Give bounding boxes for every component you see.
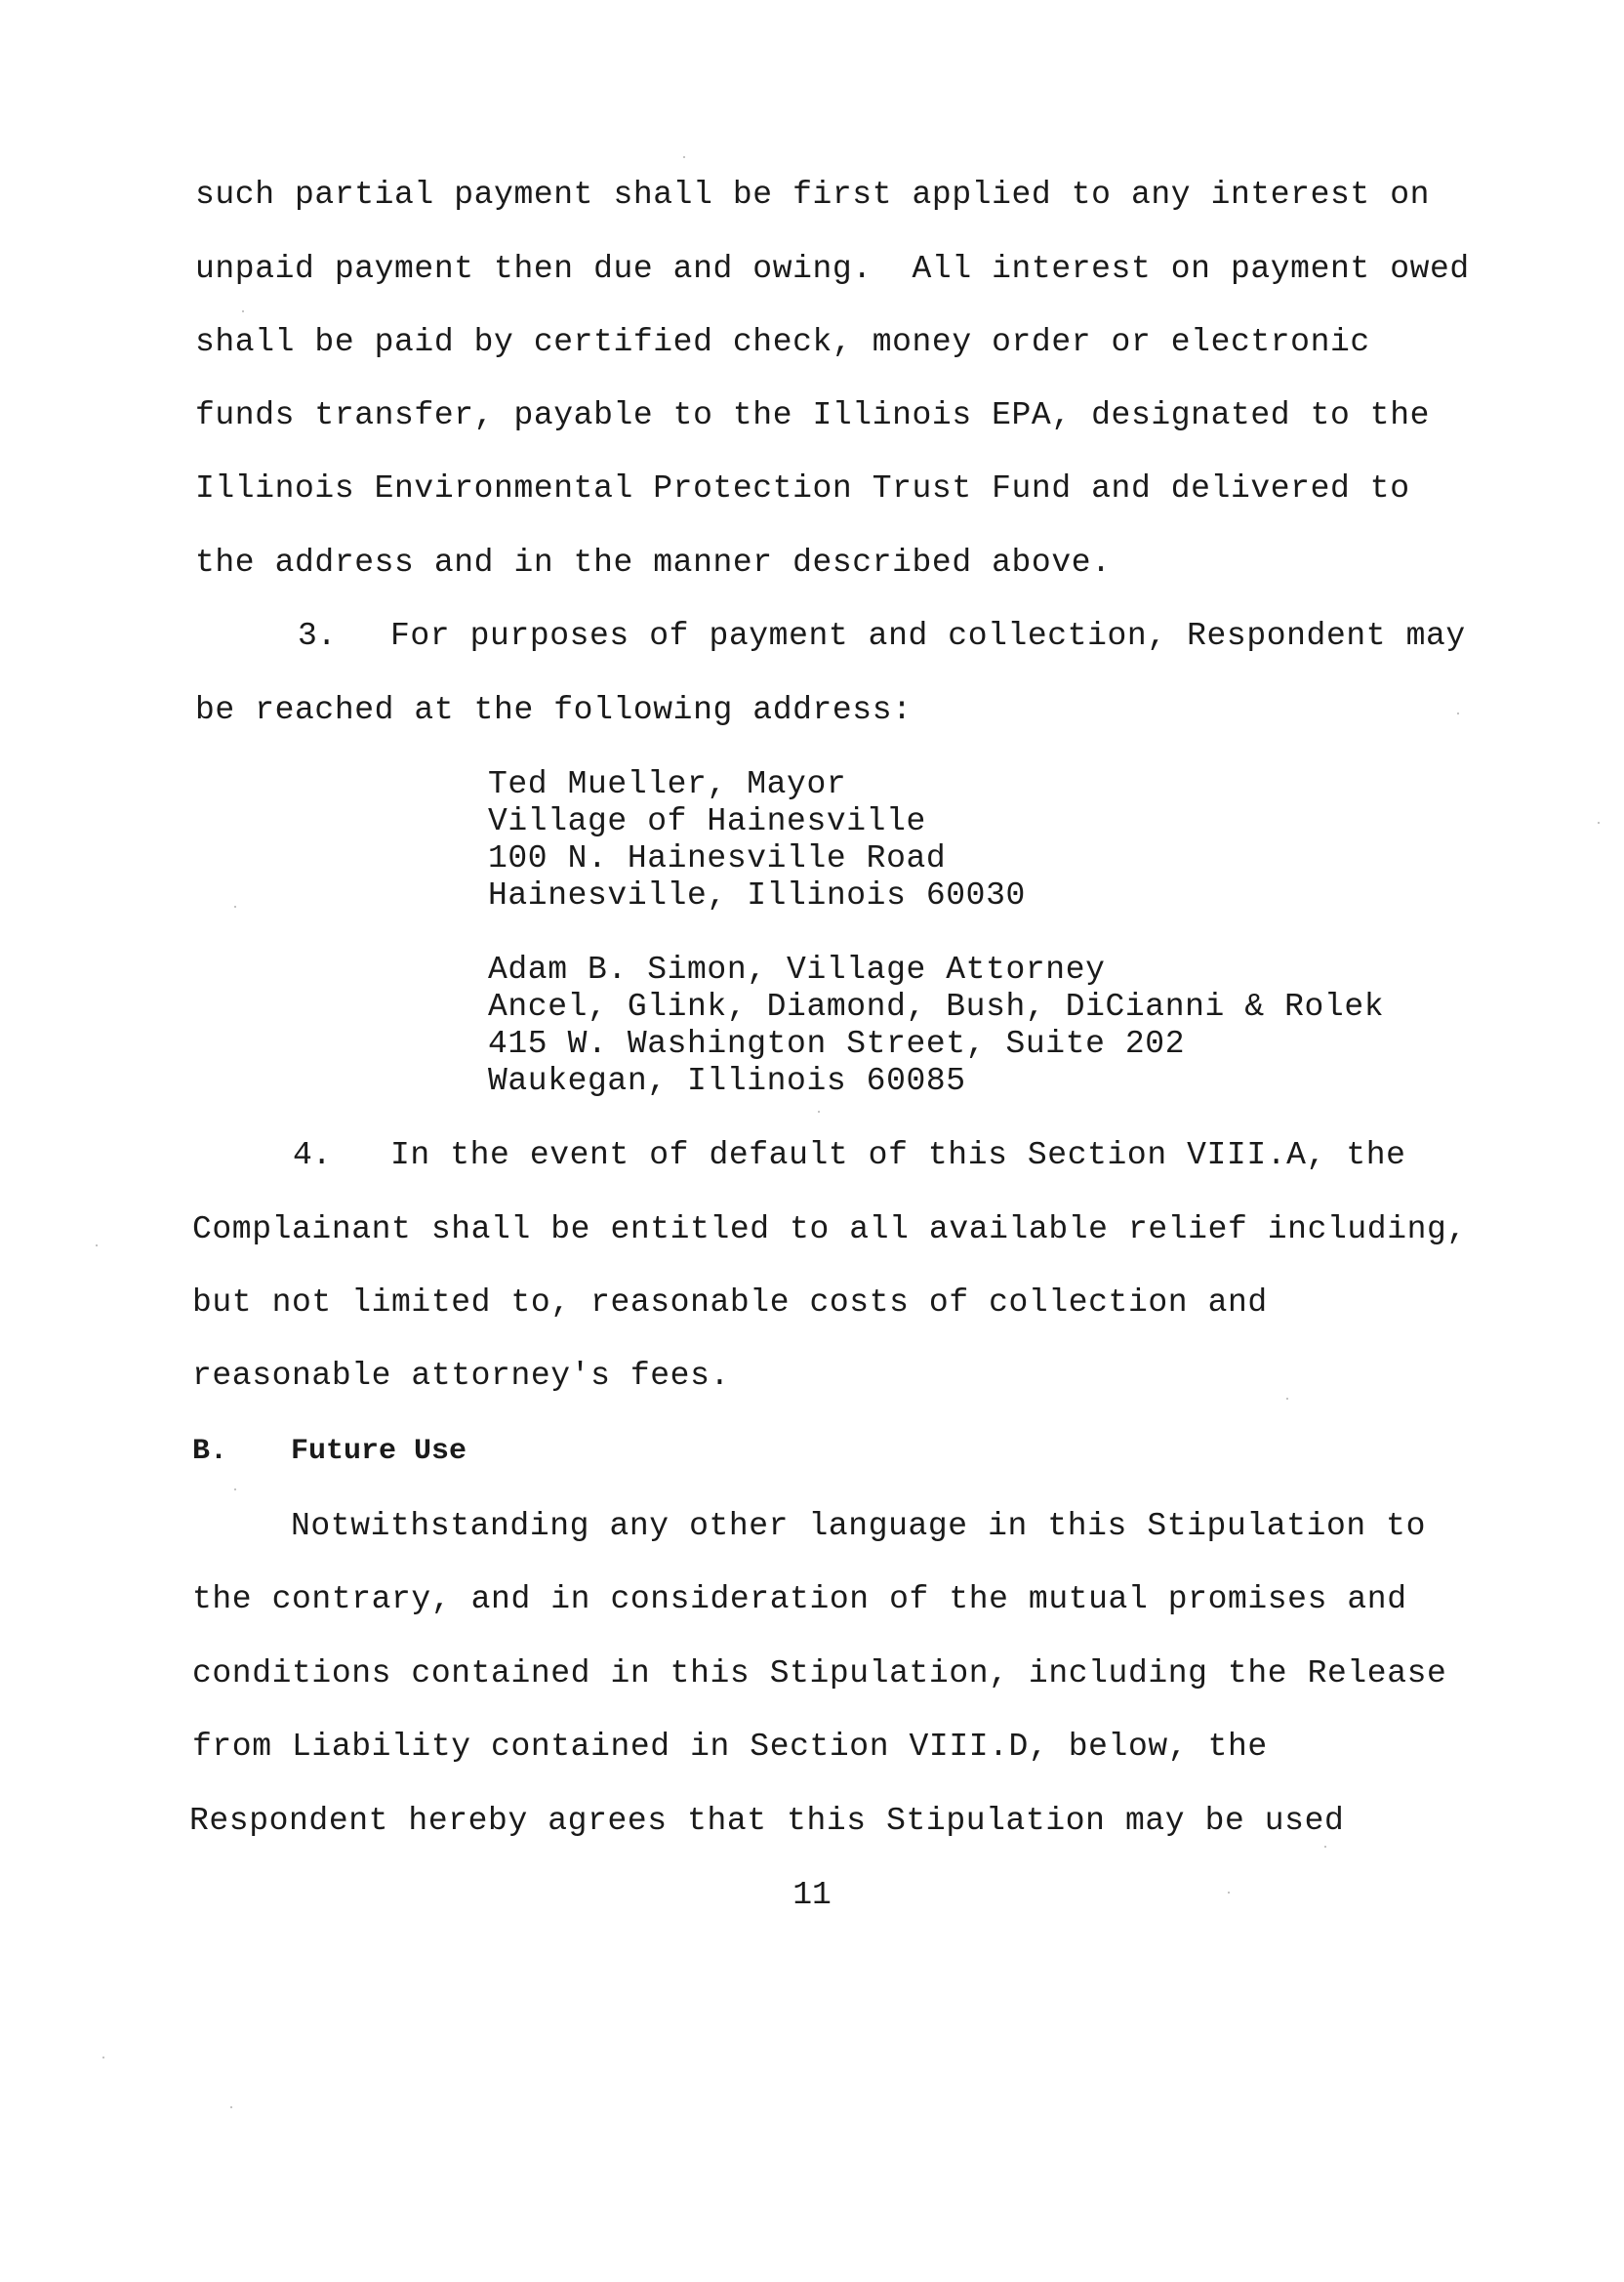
body-line: be reached at the following address: (195, 692, 913, 728)
address-line: Adam B. Simon, Village Attorney (488, 952, 1106, 988)
body-line: funds transfer, payable to the Illinois EPA, designated to the (195, 397, 1430, 433)
address-line: Ancel, Glink, Diamond, Bush, DiCianni & Rolek (488, 989, 1385, 1025)
body-line: the address and in the manner described above. (195, 545, 1112, 581)
scan-speck (96, 1244, 98, 1246)
address-line: Village of Hainesville (488, 803, 926, 839)
address-line: 100 N. Hainesville Road (488, 840, 947, 876)
scan-speck (234, 906, 236, 908)
item-number: 4. (293, 1137, 332, 1173)
item-number: 3. (298, 618, 337, 654)
body-line: reasonable attorney's fees. (192, 1358, 730, 1394)
section-letter: B. (192, 1435, 228, 1468)
scan-speck (1598, 822, 1600, 824)
body-line: from Liability contained in Section VIII.D, below, the (192, 1729, 1268, 1765)
section-title: Future Use (291, 1435, 467, 1468)
body-line: conditions contained in this Stipulation, including the Release (192, 1655, 1447, 1691)
address-line: Hainesville, Illinois 60030 (488, 877, 1026, 914)
scan-speck (1228, 1892, 1230, 1894)
body-line: but not limited to, reasonable costs of collection and (192, 1284, 1268, 1321)
scan-speck (102, 2057, 104, 2058)
scan-speck (1324, 1846, 1326, 1848)
page-number: 11 (792, 1877, 832, 1913)
scan-speck (818, 1111, 820, 1113)
body-line: unpaid payment then due and owing. All interest on payment owed (195, 251, 1470, 287)
body-line: the contrary, and in consideration of the mutual promises and (192, 1581, 1407, 1617)
scan-speck (242, 310, 244, 312)
body-line: For purposes of payment and collection, Respondent may (390, 618, 1466, 654)
address-line: Ted Mueller, Mayor (488, 766, 847, 802)
address-line: 415 W. Washington Street, Suite 202 (488, 1026, 1186, 1062)
scan-speck (1457, 713, 1459, 714)
body-line: Illinois Environmental Protection Trust Fund and delivered to (195, 470, 1410, 507)
body-line: In the event of default of this Section VIII.A, the (390, 1137, 1406, 1173)
scan-speck (230, 2106, 232, 2108)
body-line: such partial payment shall be first applied to any interest on (195, 177, 1430, 213)
scan-speck (1286, 1398, 1288, 1400)
body-line: Complainant shall be entitled to all available relief including, (192, 1211, 1467, 1247)
scan-speck (234, 1488, 236, 1490)
body-line: Notwithstanding any other language in this Stipulation to (291, 1508, 1426, 1544)
address-line: Waukegan, Illinois 60085 (488, 1063, 966, 1099)
body-line: Respondent hereby agrees that this Stipulation may be used (189, 1803, 1345, 1839)
body-line: shall be paid by certified check, money order or electronic (195, 324, 1370, 360)
scan-speck (683, 156, 685, 158)
